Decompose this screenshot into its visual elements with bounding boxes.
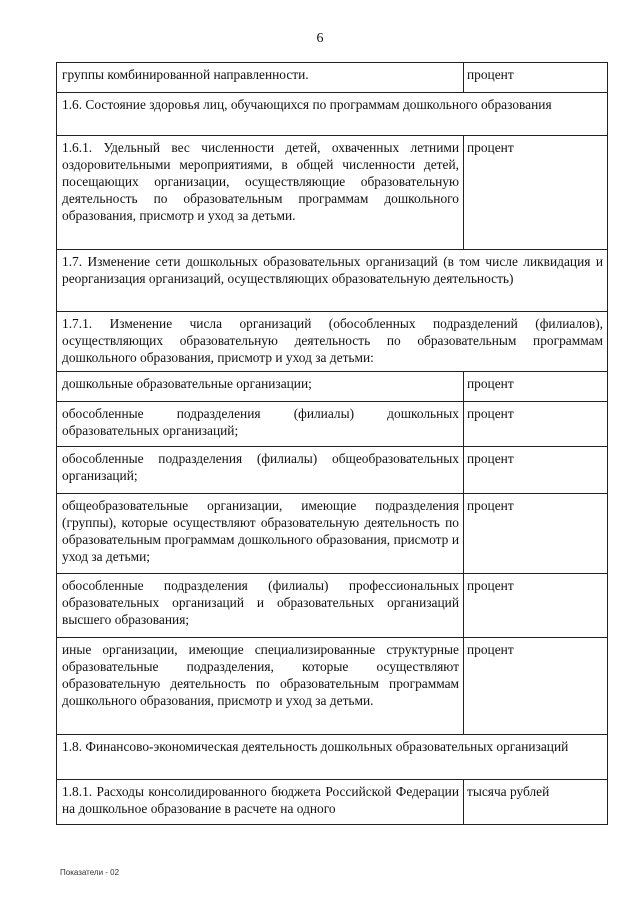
- unit-cell: процент: [464, 447, 608, 494]
- table-row: [57, 93, 608, 136]
- indicator-cell: группы комбинированной направленности.: [57, 63, 464, 93]
- indicator-cell: иные организации, имеющие специализированные структурные образовательные подразделения, которые осуществляют образовательную деятельность по образовательным программам дошкольного образования, присмотр и уход за детьми.: [57, 638, 464, 735]
- table-row: [57, 63, 608, 93]
- indicator-cell: обособленные подразделения (филиалы) профессиональных образовательных организаций и образовательных организаций высшего образования;: [57, 574, 464, 638]
- section-heading-cell: 1.6. Состояние здоровья лиц, обучающихся по программам дошкольного образования: [57, 93, 608, 136]
- footer-label: Показатели - 02: [60, 868, 120, 877]
- section-heading-cell: 1.7.1. Изменение числа организаций (обособленных подразделений (филиалов), осуществляющих образовательную деятельность по образовательным программам дошкольного образования, присмотр и уход за детьми:: [57, 312, 608, 372]
- indicator-cell: обособленные подразделения (филиалы) дошкольных образовательных организаций;: [57, 402, 464, 447]
- indicator-cell: обособленные подразделения (филиалы) общеобразовательных организаций;: [57, 447, 464, 494]
- table-row: [57, 780, 608, 825]
- indicators-table-body: [57, 63, 608, 825]
- table-row: [57, 250, 608, 312]
- table-row: [57, 638, 608, 735]
- indicator-cell: 1.8.1. Расходы консолидированного бюджета Российской Федерации на дошкольное образование в расчете на одного: [57, 780, 464, 825]
- indicators-table: [56, 62, 608, 825]
- table-row: [57, 574, 608, 638]
- indicator-cell: 1.6.1. Удельный вес численности детей, охваченных летними оздоровительными мероприятиями, в общей численности детей, посещающих организации, осуществляющие образовательную деятельность по образовательным программам дошкольного образования, присмотр и уход за детьми.: [57, 136, 464, 250]
- indicator-cell: общеобразовательные организации, имеющие подразделения (группы), которые осуществляют образовательную деятельность по образовательным программам дошкольного образования, присмотр и уход за детьми;: [57, 494, 464, 574]
- table-row: [57, 494, 608, 574]
- section-heading-cell: 1.8. Финансово-экономическая деятельность дошкольных образовательных организаций: [57, 735, 608, 780]
- indicator-cell: дошкольные образовательные организации;: [57, 372, 464, 402]
- unit-cell: процент: [464, 136, 608, 250]
- table-row: [57, 312, 608, 372]
- unit-cell: процент: [464, 402, 608, 447]
- table-row: [57, 447, 608, 494]
- page-number: 6: [316, 31, 324, 46]
- table-row: [57, 735, 608, 780]
- table-row: [57, 372, 608, 402]
- table-row: [57, 136, 608, 250]
- unit-cell: процент: [464, 372, 608, 402]
- unit-cell: процент: [464, 494, 608, 574]
- unit-cell: процент: [464, 63, 608, 93]
- table-row: [57, 402, 608, 447]
- unit-cell: тысяча рублей: [464, 780, 608, 825]
- unit-cell: процент: [464, 574, 608, 638]
- section-heading-cell: 1.7. Изменение сети дошкольных образовательных организаций (в том числе ликвидация и реорганизация организаций, осуществляющих образовательную деятельность): [57, 250, 608, 312]
- unit-cell: процент: [464, 638, 608, 735]
